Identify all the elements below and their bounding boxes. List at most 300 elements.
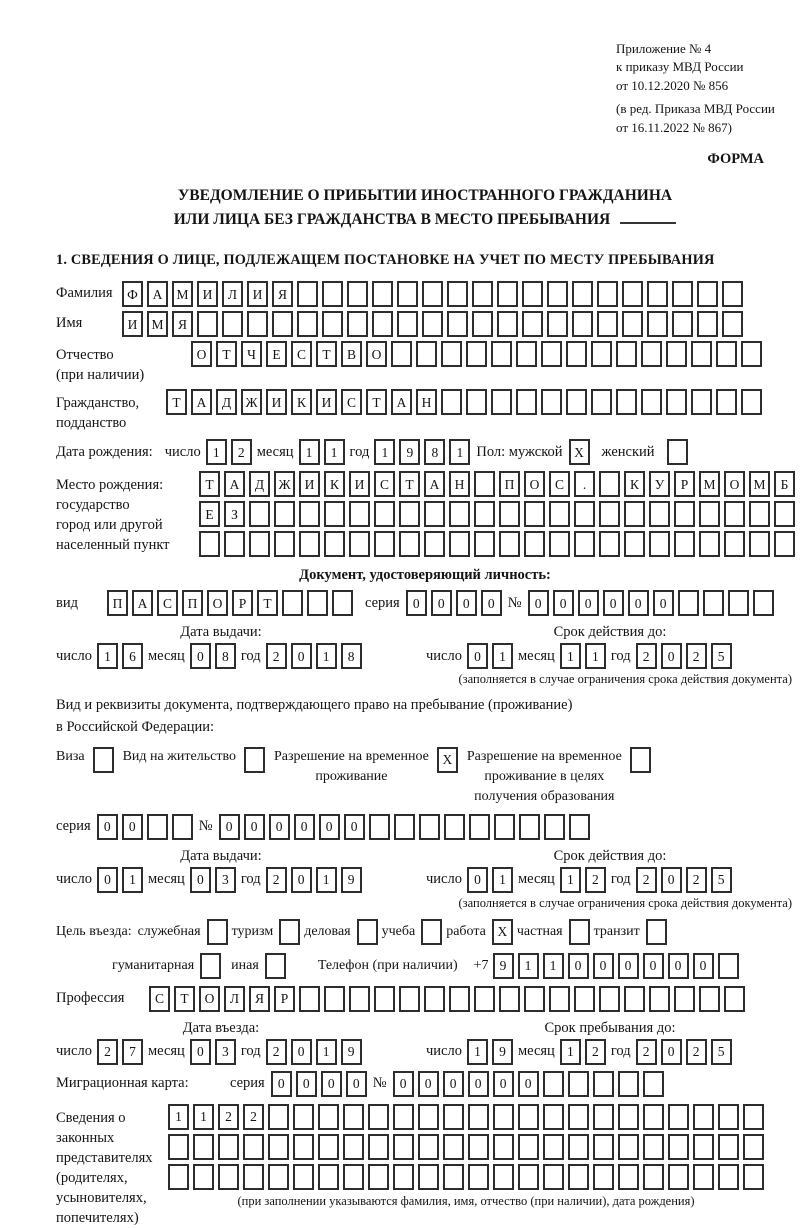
char-box[interactable] xyxy=(322,281,343,307)
char-box[interactable] xyxy=(569,814,590,840)
char-box[interactable] xyxy=(599,531,620,557)
char-box[interactable]: 1 xyxy=(316,1039,337,1065)
char-box[interactable] xyxy=(622,311,643,337)
char-box[interactable]: 1 xyxy=(324,439,345,465)
char-box[interactable] xyxy=(516,341,537,367)
char-box[interactable] xyxy=(697,311,718,337)
char-box[interactable]: 0 xyxy=(393,1071,414,1097)
char-box[interactable] xyxy=(693,1104,714,1130)
char-box[interactable]: 0 xyxy=(493,1071,514,1097)
char-box[interactable]: 7 xyxy=(122,1039,143,1065)
char-box[interactable] xyxy=(616,341,637,367)
char-box[interactable]: Р xyxy=(274,986,295,1012)
char-box[interactable]: 6 xyxy=(122,643,143,669)
char-box[interactable]: 0 xyxy=(553,590,574,616)
char-box[interactable] xyxy=(518,1104,539,1130)
char-box[interactable] xyxy=(624,501,645,527)
char-box[interactable] xyxy=(368,1104,389,1130)
char-box[interactable]: И xyxy=(349,471,370,497)
char-box[interactable] xyxy=(566,341,587,367)
char-box[interactable] xyxy=(199,531,220,557)
char-box[interactable] xyxy=(374,986,395,1012)
char-box[interactable]: 0 xyxy=(291,1039,312,1065)
char-box[interactable]: С xyxy=(341,389,362,415)
char-box[interactable] xyxy=(599,471,620,497)
char-box[interactable] xyxy=(616,389,637,415)
char-box[interactable] xyxy=(568,1071,589,1097)
char-box[interactable] xyxy=(468,1164,489,1190)
char-box[interactable]: 0 xyxy=(219,814,240,840)
char-box[interactable] xyxy=(449,531,470,557)
char-box[interactable] xyxy=(693,1164,714,1190)
char-box[interactable]: 2 xyxy=(585,1039,606,1065)
char-box[interactable]: 0 xyxy=(456,590,477,616)
char-box[interactable]: 0 xyxy=(468,1071,489,1097)
char-box[interactable] xyxy=(728,590,749,616)
char-box[interactable] xyxy=(641,341,662,367)
edu-permit-checkbox[interactable] xyxy=(630,747,651,773)
char-box[interactable]: М xyxy=(172,281,193,307)
char-box[interactable]: 5 xyxy=(711,643,732,669)
char-box[interactable]: М xyxy=(147,311,168,337)
purpose-other-checkbox[interactable] xyxy=(265,953,286,979)
char-box[interactable] xyxy=(641,389,662,415)
char-box[interactable] xyxy=(574,986,595,1012)
char-box[interactable]: 0 xyxy=(661,867,682,893)
char-box[interactable] xyxy=(674,501,695,527)
char-box[interactable] xyxy=(749,501,770,527)
char-box[interactable]: 0 xyxy=(628,590,649,616)
char-box[interactable] xyxy=(243,1134,264,1160)
char-box[interactable]: Р xyxy=(674,471,695,497)
char-box[interactable]: 0 xyxy=(190,643,211,669)
char-box[interactable] xyxy=(718,953,739,979)
char-box[interactable] xyxy=(624,986,645,1012)
char-box[interactable]: 2 xyxy=(636,1039,657,1065)
char-box[interactable]: А xyxy=(424,471,445,497)
char-box[interactable]: 2 xyxy=(585,867,606,893)
visa-checkbox[interactable] xyxy=(93,747,114,773)
char-box[interactable] xyxy=(307,590,328,616)
char-box[interactable]: 2 xyxy=(231,439,252,465)
char-box[interactable] xyxy=(318,1134,339,1160)
char-box[interactable] xyxy=(716,341,737,367)
char-box[interactable]: 0 xyxy=(668,953,689,979)
char-box[interactable] xyxy=(493,1164,514,1190)
char-box[interactable]: Я xyxy=(249,986,270,1012)
char-box[interactable] xyxy=(172,814,193,840)
char-box[interactable] xyxy=(297,281,318,307)
char-box[interactable]: Т xyxy=(316,341,337,367)
char-box[interactable]: П xyxy=(499,471,520,497)
char-box[interactable] xyxy=(618,1134,639,1160)
char-box[interactable] xyxy=(274,531,295,557)
char-box[interactable] xyxy=(649,531,670,557)
char-box[interactable]: 0 xyxy=(244,814,265,840)
char-box[interactable] xyxy=(293,1134,314,1160)
char-box[interactable] xyxy=(399,531,420,557)
char-box[interactable] xyxy=(447,311,468,337)
char-box[interactable] xyxy=(391,341,412,367)
char-box[interactable]: С xyxy=(374,471,395,497)
char-box[interactable] xyxy=(672,311,693,337)
char-box[interactable]: Н xyxy=(449,471,470,497)
char-box[interactable]: Е xyxy=(266,341,287,367)
char-box[interactable] xyxy=(678,590,699,616)
char-box[interactable] xyxy=(491,341,512,367)
char-box[interactable]: Я xyxy=(272,281,293,307)
char-box[interactable] xyxy=(393,1134,414,1160)
char-box[interactable] xyxy=(597,281,618,307)
char-box[interactable] xyxy=(193,1134,214,1160)
sex-female-checkbox[interactable] xyxy=(667,439,688,465)
char-box[interactable]: 0 xyxy=(291,643,312,669)
char-box[interactable] xyxy=(666,341,687,367)
char-box[interactable] xyxy=(416,341,437,367)
char-box[interactable]: 0 xyxy=(578,590,599,616)
char-box[interactable]: З xyxy=(224,501,245,527)
char-box[interactable]: 1 xyxy=(299,439,320,465)
char-box[interactable] xyxy=(268,1164,289,1190)
char-box[interactable] xyxy=(374,531,395,557)
char-box[interactable] xyxy=(299,531,320,557)
char-box[interactable]: В xyxy=(341,341,362,367)
char-box[interactable] xyxy=(282,590,303,616)
char-box[interactable]: 0 xyxy=(97,814,118,840)
char-box[interactable] xyxy=(493,1104,514,1130)
char-box[interactable]: К xyxy=(324,471,345,497)
char-box[interactable] xyxy=(399,986,420,1012)
char-box[interactable] xyxy=(468,1134,489,1160)
char-box[interactable] xyxy=(347,311,368,337)
char-box[interactable] xyxy=(168,1164,189,1190)
char-box[interactable]: 1 xyxy=(122,867,143,893)
char-box[interactable] xyxy=(749,531,770,557)
char-box[interactable]: 1 xyxy=(560,643,581,669)
char-box[interactable] xyxy=(474,531,495,557)
char-box[interactable]: 0 xyxy=(269,814,290,840)
char-box[interactable]: 0 xyxy=(661,643,682,669)
char-box[interactable] xyxy=(593,1104,614,1130)
char-box[interactable] xyxy=(566,389,587,415)
char-box[interactable]: 3 xyxy=(215,1039,236,1065)
char-box[interactable] xyxy=(399,501,420,527)
char-box[interactable] xyxy=(493,1134,514,1160)
char-box[interactable]: Б xyxy=(774,471,795,497)
char-box[interactable] xyxy=(368,1164,389,1190)
char-box[interactable]: 1 xyxy=(97,643,118,669)
char-box[interactable] xyxy=(718,1134,739,1160)
char-box[interactable]: 9 xyxy=(341,867,362,893)
char-box[interactable]: А xyxy=(224,471,245,497)
char-box[interactable] xyxy=(743,1134,764,1160)
char-box[interactable] xyxy=(297,311,318,337)
char-box[interactable] xyxy=(518,1134,539,1160)
char-box[interactable]: 9 xyxy=(341,1039,362,1065)
char-box[interactable] xyxy=(368,1134,389,1160)
char-box[interactable]: 2 xyxy=(218,1104,239,1130)
char-box[interactable] xyxy=(222,311,243,337)
char-box[interactable] xyxy=(466,389,487,415)
char-box[interactable] xyxy=(543,1104,564,1130)
char-box[interactable] xyxy=(591,341,612,367)
char-box[interactable] xyxy=(574,501,595,527)
char-box[interactable]: Я xyxy=(172,311,193,337)
char-box[interactable] xyxy=(343,1164,364,1190)
purpose-tourism-checkbox[interactable] xyxy=(279,919,300,945)
char-box[interactable] xyxy=(394,814,415,840)
char-box[interactable]: 1 xyxy=(316,867,337,893)
char-box[interactable] xyxy=(472,281,493,307)
char-box[interactable]: 0 xyxy=(443,1071,464,1097)
purpose-official-checkbox[interactable] xyxy=(207,919,228,945)
char-box[interactable]: Т xyxy=(257,590,278,616)
char-box[interactable] xyxy=(666,389,687,415)
char-box[interactable]: 0 xyxy=(97,867,118,893)
char-box[interactable] xyxy=(593,1164,614,1190)
char-box[interactable]: С xyxy=(291,341,312,367)
char-box[interactable] xyxy=(418,1134,439,1160)
char-box[interactable]: 1 xyxy=(449,439,470,465)
sex-male-checkbox[interactable]: X xyxy=(569,439,590,465)
char-box[interactable] xyxy=(591,389,612,415)
char-box[interactable] xyxy=(247,311,268,337)
char-box[interactable] xyxy=(541,341,562,367)
char-box[interactable] xyxy=(524,531,545,557)
char-box[interactable] xyxy=(624,531,645,557)
char-box[interactable]: 9 xyxy=(492,1039,513,1065)
char-box[interactable] xyxy=(568,1164,589,1190)
char-box[interactable]: 1 xyxy=(168,1104,189,1130)
char-box[interactable] xyxy=(618,1104,639,1130)
char-box[interactable]: 0 xyxy=(518,1071,539,1097)
char-box[interactable] xyxy=(672,281,693,307)
char-box[interactable] xyxy=(324,501,345,527)
char-box[interactable] xyxy=(372,281,393,307)
char-box[interactable]: Е xyxy=(199,501,220,527)
char-box[interactable] xyxy=(472,311,493,337)
char-box[interactable] xyxy=(347,281,368,307)
char-box[interactable] xyxy=(497,311,518,337)
char-box[interactable]: 0 xyxy=(568,953,589,979)
char-box[interactable] xyxy=(193,1164,214,1190)
char-box[interactable]: А xyxy=(132,590,153,616)
char-box[interactable]: 1 xyxy=(518,953,539,979)
char-box[interactable]: О xyxy=(724,471,745,497)
char-box[interactable] xyxy=(724,986,745,1012)
char-box[interactable]: А xyxy=(191,389,212,415)
char-box[interactable] xyxy=(393,1164,414,1190)
char-box[interactable]: 0 xyxy=(618,953,639,979)
char-box[interactable]: 2 xyxy=(636,643,657,669)
char-box[interactable]: 0 xyxy=(296,1071,317,1097)
char-box[interactable]: Л xyxy=(222,281,243,307)
char-box[interactable] xyxy=(468,1104,489,1130)
char-box[interactable]: 0 xyxy=(528,590,549,616)
char-box[interactable] xyxy=(393,1104,414,1130)
char-box[interactable] xyxy=(419,814,440,840)
char-box[interactable] xyxy=(524,986,545,1012)
char-box[interactable]: О xyxy=(524,471,545,497)
char-box[interactable] xyxy=(522,311,543,337)
char-box[interactable]: 2 xyxy=(686,1039,707,1065)
char-box[interactable] xyxy=(369,814,390,840)
char-box[interactable]: Т xyxy=(366,389,387,415)
char-box[interactable] xyxy=(318,1164,339,1190)
char-box[interactable] xyxy=(372,311,393,337)
char-box[interactable] xyxy=(743,1104,764,1130)
char-box[interactable]: 0 xyxy=(653,590,674,616)
char-box[interactable] xyxy=(197,311,218,337)
char-box[interactable]: 0 xyxy=(603,590,624,616)
char-box[interactable] xyxy=(491,389,512,415)
char-box[interactable] xyxy=(724,531,745,557)
char-box[interactable]: 9 xyxy=(399,439,420,465)
char-box[interactable] xyxy=(547,281,568,307)
char-box[interactable] xyxy=(397,311,418,337)
char-box[interactable] xyxy=(618,1164,639,1190)
char-box[interactable] xyxy=(422,281,443,307)
char-box[interactable]: П xyxy=(182,590,203,616)
char-box[interactable]: И xyxy=(316,389,337,415)
char-box[interactable]: 0 xyxy=(271,1071,292,1097)
char-box[interactable] xyxy=(299,501,320,527)
char-box[interactable] xyxy=(449,986,470,1012)
char-box[interactable] xyxy=(343,1104,364,1130)
char-box[interactable] xyxy=(218,1134,239,1160)
temp-permit-checkbox[interactable]: X xyxy=(437,747,458,773)
char-box[interactable]: Р xyxy=(232,590,253,616)
char-box[interactable] xyxy=(718,1164,739,1190)
char-box[interactable] xyxy=(249,501,270,527)
char-box[interactable]: 2 xyxy=(266,643,287,669)
char-box[interactable] xyxy=(168,1134,189,1160)
char-box[interactable]: Д xyxy=(249,471,270,497)
char-box[interactable] xyxy=(618,1071,639,1097)
char-box[interactable] xyxy=(549,501,570,527)
char-box[interactable]: 2 xyxy=(97,1039,118,1065)
char-box[interactable]: Т xyxy=(199,471,220,497)
char-box[interactable]: 0 xyxy=(190,867,211,893)
char-box[interactable]: А xyxy=(391,389,412,415)
char-box[interactable]: С xyxy=(549,471,570,497)
char-box[interactable] xyxy=(547,311,568,337)
char-box[interactable] xyxy=(647,281,668,307)
char-box[interactable]: 0 xyxy=(190,1039,211,1065)
char-box[interactable] xyxy=(318,1104,339,1130)
char-box[interactable]: 1 xyxy=(316,643,337,669)
char-box[interactable] xyxy=(299,986,320,1012)
char-box[interactable] xyxy=(293,1164,314,1190)
char-box[interactable]: И xyxy=(247,281,268,307)
char-box[interactable] xyxy=(774,501,795,527)
char-box[interactable]: 1 xyxy=(560,1039,581,1065)
char-box[interactable] xyxy=(543,1164,564,1190)
char-box[interactable]: 9 xyxy=(493,953,514,979)
purpose-work-checkbox[interactable]: X xyxy=(492,919,513,945)
purpose-humanitarian-checkbox[interactable] xyxy=(200,953,221,979)
char-box[interactable]: 8 xyxy=(424,439,445,465)
char-box[interactable]: 1 xyxy=(374,439,395,465)
char-box[interactable] xyxy=(699,986,720,1012)
char-box[interactable] xyxy=(572,281,593,307)
char-box[interactable] xyxy=(649,986,670,1012)
char-box[interactable]: 5 xyxy=(711,867,732,893)
char-box[interactable] xyxy=(249,531,270,557)
char-box[interactable]: 0 xyxy=(321,1071,342,1097)
char-box[interactable]: 1 xyxy=(492,643,513,669)
char-box[interactable] xyxy=(147,814,168,840)
char-box[interactable]: 3 xyxy=(215,867,236,893)
char-box[interactable]: 2 xyxy=(636,867,657,893)
char-box[interactable] xyxy=(494,814,515,840)
char-box[interactable] xyxy=(668,1134,689,1160)
purpose-private-checkbox[interactable] xyxy=(569,919,590,945)
char-box[interactable]: П xyxy=(107,590,128,616)
char-box[interactable]: 1 xyxy=(206,439,227,465)
char-box[interactable] xyxy=(443,1104,464,1130)
char-box[interactable] xyxy=(524,501,545,527)
char-box[interactable]: Д xyxy=(216,389,237,415)
char-box[interactable] xyxy=(424,986,445,1012)
char-box[interactable] xyxy=(599,986,620,1012)
char-box[interactable] xyxy=(674,531,695,557)
char-box[interactable] xyxy=(774,531,795,557)
char-box[interactable] xyxy=(418,1104,439,1130)
char-box[interactable]: О xyxy=(366,341,387,367)
char-box[interactable] xyxy=(643,1104,664,1130)
char-box[interactable]: 0 xyxy=(344,814,365,840)
char-box[interactable] xyxy=(753,590,774,616)
char-box[interactable] xyxy=(424,531,445,557)
char-box[interactable]: 0 xyxy=(294,814,315,840)
char-box[interactable] xyxy=(443,1134,464,1160)
char-box[interactable]: Т xyxy=(399,471,420,497)
char-box[interactable] xyxy=(268,1134,289,1160)
char-box[interactable] xyxy=(722,281,743,307)
char-box[interactable]: 2 xyxy=(266,867,287,893)
char-box[interactable] xyxy=(374,501,395,527)
char-box[interactable]: О xyxy=(199,986,220,1012)
char-box[interactable]: 0 xyxy=(643,953,664,979)
char-box[interactable] xyxy=(643,1134,664,1160)
char-box[interactable] xyxy=(268,1104,289,1130)
char-box[interactable]: 0 xyxy=(319,814,340,840)
char-box[interactable]: М xyxy=(699,471,720,497)
char-box[interactable]: 0 xyxy=(346,1071,367,1097)
char-box[interactable] xyxy=(691,389,712,415)
char-box[interactable]: Ж xyxy=(241,389,262,415)
char-box[interactable] xyxy=(441,389,462,415)
char-box[interactable]: 0 xyxy=(693,953,714,979)
char-box[interactable]: 5 xyxy=(711,1039,732,1065)
char-box[interactable]: К xyxy=(624,471,645,497)
char-box[interactable] xyxy=(568,1134,589,1160)
char-box[interactable] xyxy=(643,1071,664,1097)
char-box[interactable] xyxy=(449,501,470,527)
char-box[interactable] xyxy=(224,531,245,557)
char-box[interactable] xyxy=(699,531,720,557)
char-box[interactable]: Ч xyxy=(241,341,262,367)
char-box[interactable] xyxy=(499,986,520,1012)
char-box[interactable]: 0 xyxy=(122,814,143,840)
char-box[interactable] xyxy=(722,311,743,337)
char-box[interactable] xyxy=(718,1104,739,1130)
char-box[interactable] xyxy=(332,590,353,616)
char-box[interactable] xyxy=(668,1164,689,1190)
char-box[interactable] xyxy=(693,1134,714,1160)
char-box[interactable] xyxy=(597,311,618,337)
